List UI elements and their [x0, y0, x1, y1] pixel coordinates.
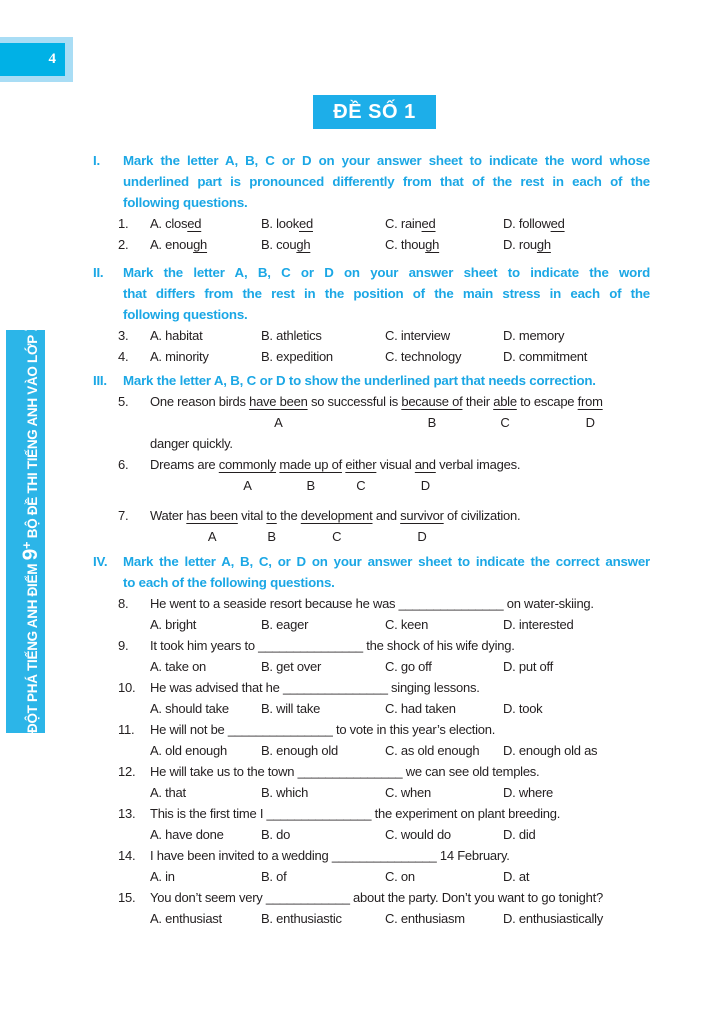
section-III: [93, 370, 650, 547]
question-row: [93, 803, 650, 824]
section-IV: [93, 551, 650, 929]
underlined-segment: to B: [266, 505, 276, 526]
question-options-row: [93, 698, 650, 719]
correction-sentence: Water has been A vital to B the development C and survivor D of civilization.: [150, 505, 650, 547]
option: C. technology: [385, 349, 462, 364]
options-row-spacer: [93, 824, 150, 845]
section-numeral: I.: [93, 153, 100, 168]
underlined-segment: have been A: [249, 391, 307, 412]
section-I: [93, 150, 650, 255]
option: C. would do: [385, 827, 451, 842]
option: C. rained: [385, 216, 436, 231]
section-heading-line: underlined part is pronounced differently from that of the rest in each of the: [123, 174, 650, 189]
option: C. when: [385, 785, 431, 800]
section-heading-line: that differs from the rest in the position of the main stress in each of the: [123, 286, 650, 301]
option: C. keen: [385, 617, 429, 632]
underlined-segment: able C: [493, 391, 517, 412]
correction-sentence: One reason birds have been A so successful is because of B their able C to escape from D: [150, 391, 650, 433]
question-text: He will take us to the town _______________ we can see old temples.: [150, 764, 540, 779]
underlined-segment: from D: [578, 391, 603, 412]
segment-label: A: [243, 478, 252, 493]
correction-sentence: Dreams are commonly A made up of B either C visual and D verbal images.: [150, 454, 650, 496]
question-number: 14.: [118, 848, 136, 863]
option-underlined-part: ed: [299, 216, 313, 231]
options-row-spacer: [93, 740, 150, 761]
question-options-row: [93, 656, 650, 677]
option: A. old enough: [150, 743, 227, 758]
option: B. eager: [261, 617, 309, 632]
option: D. commitment: [503, 349, 588, 364]
question-body: [150, 505, 650, 547]
question-number: 13.: [118, 806, 136, 821]
option: A. bright: [150, 617, 197, 632]
option: D. enough old as: [503, 743, 598, 758]
option: A. enough: [150, 237, 208, 252]
question-row: [93, 346, 650, 367]
sidebar-banner-text: [7, 309, 46, 733]
options-row-spacer: [93, 782, 150, 803]
question-row: [93, 213, 650, 234]
option: D. took: [503, 701, 543, 716]
underlined-segment: development C: [301, 505, 373, 526]
question-row: [93, 234, 650, 255]
question-options-row: [93, 824, 650, 845]
option: C. go off: [385, 659, 432, 674]
option: D. followed: [503, 216, 565, 231]
underlined-segment: and D: [415, 454, 436, 475]
sidebar-banner-part: BỘ ĐỀ THI TIẾNG ANH VÀO LỚP: [25, 331, 40, 542]
underlined-segment: has been A: [186, 505, 238, 526]
question-body: [150, 391, 650, 454]
segment-label: B: [306, 478, 315, 493]
option: A. take on: [150, 659, 207, 674]
option: D. did: [503, 827, 536, 842]
option: A. in: [150, 869, 175, 884]
option: B. will take: [261, 701, 321, 716]
options-row-spacer: [93, 698, 150, 719]
option: C. interview: [385, 328, 450, 343]
question-number: 7.: [118, 508, 129, 523]
sidebar-banner-part: ĐỘT PHÁ TIẾNG ANH ĐIỂM: [25, 560, 40, 733]
option: C. on: [385, 869, 415, 884]
question-row: [93, 845, 650, 866]
option-underlined-part: gh: [193, 237, 208, 252]
sidebar-banner: [6, 309, 45, 733]
question-body: [150, 454, 650, 496]
exam-body: [93, 150, 650, 929]
option: A. enthusiast: [150, 911, 222, 926]
option: D. at: [503, 869, 530, 884]
question-text: I have been invited to a wedding _______________ 14 February.: [150, 848, 510, 863]
option-underlined-part: gh: [425, 237, 440, 252]
section-heading-line: Mark the letter A, B, C or D on your answer sheet to indicate the word: [123, 265, 650, 280]
question-number: 2.: [118, 237, 129, 252]
section-heading: [123, 262, 650, 325]
option: B. of: [261, 869, 287, 884]
segment-label: D: [420, 478, 430, 493]
option-underlined-part: ed: [550, 216, 565, 231]
underlined-segment: survivor D: [400, 505, 444, 526]
page-number-badge: [0, 37, 73, 82]
question-row: [93, 454, 650, 496]
option: B. do: [261, 827, 291, 842]
option: C. enthusiasm: [385, 911, 465, 926]
question-number: 5.: [118, 394, 129, 409]
question-options-row: [93, 908, 650, 929]
segment-label: C: [332, 529, 342, 544]
option: A. minority: [150, 349, 209, 364]
underlined-segment: either C: [345, 454, 376, 475]
question-text: It took him years to _______________ the shock of his wife dying.: [150, 638, 515, 653]
question-row: [93, 719, 650, 740]
question-row: [93, 391, 650, 454]
option: D. enthusiastically: [503, 911, 604, 926]
options-row-spacer: [93, 656, 150, 677]
question-number: 3.: [118, 328, 129, 343]
underlined-segment: made up of B: [279, 454, 342, 475]
option: C. had taken: [385, 701, 456, 716]
question-number: 11.: [118, 722, 135, 737]
sentence-continuation: danger quickly.: [150, 436, 233, 451]
question-number: 9.: [118, 638, 129, 653]
section-II: [93, 262, 650, 367]
option: C. though: [385, 237, 440, 252]
option: A. habitat: [150, 328, 203, 343]
question-text: He will not be _______________ to vote in this year’s election.: [150, 722, 496, 737]
section-heading-line: Mark the letter A, B, C or D to show the underlined part that needs correction.: [123, 373, 596, 388]
section-heading-line: following questions.: [123, 195, 248, 210]
segment-label: A: [274, 415, 283, 430]
options-row-spacer: [93, 614, 150, 635]
segment-label: C: [500, 415, 510, 430]
segment-label: D: [417, 529, 427, 544]
question-number: 4.: [118, 349, 129, 364]
option: B. get over: [261, 659, 322, 674]
question-text: He was advised that he _______________ singing lessons.: [150, 680, 480, 695]
section-heading-line: to each of the following questions.: [123, 575, 335, 590]
option: B. athletics: [261, 328, 322, 343]
question-number: 1.: [118, 216, 129, 231]
option: A. that: [150, 785, 186, 800]
section-heading-line: following questions.: [123, 307, 248, 322]
question-number: 8.: [118, 596, 129, 611]
question-row: [93, 761, 650, 782]
sidebar-banner-part: 10: [19, 309, 42, 332]
question-number: 12.: [118, 764, 136, 779]
section-heading: [123, 150, 650, 213]
option-underlined-part: ed: [187, 216, 202, 231]
option: B. enough old: [261, 743, 338, 758]
option: D. where: [503, 785, 554, 800]
exam-title: ĐỀ SỐ 1: [313, 95, 436, 129]
question-number: 10.: [118, 680, 136, 695]
segment-label: C: [356, 478, 366, 493]
option: C. as old enough: [385, 743, 480, 758]
section-heading-line: Mark the letter A, B, C or D on your answer sheet to indicate the word whose: [123, 153, 650, 168]
sidebar-banner-part: +: [19, 541, 34, 549]
options-row-spacer: [93, 866, 150, 887]
option-underlined-part: gh: [536, 237, 551, 252]
question-row: [93, 887, 650, 908]
question-row: [93, 635, 650, 656]
question-text: You don’t seem very ____________ about the party. Don’t you want to go tonight?: [150, 890, 603, 905]
question-row: [93, 325, 650, 346]
question-text: This is the first time I _______________ the experiment on plant breeding.: [150, 806, 561, 821]
question-options-row: [93, 782, 650, 803]
segment-label: D: [585, 415, 595, 430]
option: D. memory: [503, 328, 565, 343]
question-row: [93, 505, 650, 547]
option: B. cough: [261, 237, 311, 252]
sidebar-banner-part: 9: [19, 549, 42, 561]
question-row: [93, 677, 650, 698]
options-row-spacer: [93, 908, 150, 929]
segment-label: B: [427, 415, 437, 430]
question-number: 15.: [118, 890, 136, 905]
section-heading-line: Mark the letter A, B, C, or D on your answer sheet to indicate the correct answer: [123, 554, 650, 569]
section-numeral: II.: [93, 265, 104, 280]
section-heading: [123, 551, 650, 593]
section-numeral: III.: [93, 373, 107, 388]
option: D. interested: [503, 617, 574, 632]
section-numeral: IV.: [93, 554, 108, 569]
question-row: [93, 593, 650, 614]
question-number: 6.: [118, 457, 129, 472]
option-underlined-part: ed: [421, 216, 436, 231]
option: A. should take: [150, 701, 229, 716]
option: D. rough: [503, 237, 551, 252]
option-underlined-part: gh: [296, 237, 311, 252]
option: B. expedition: [261, 349, 333, 364]
option: B. enthusiastic: [261, 911, 342, 926]
option: A. have done: [150, 827, 224, 842]
underlined-segment: because of B: [401, 391, 462, 412]
option: D. put off: [503, 659, 554, 674]
segment-label: A: [207, 529, 217, 544]
question-options-row: [93, 866, 650, 887]
question-options-row: [93, 614, 650, 635]
option: B. which: [261, 785, 309, 800]
question-options-row: [93, 740, 650, 761]
page-number: 4: [0, 43, 65, 76]
section-heading: [123, 370, 650, 391]
option: A. closed: [150, 216, 202, 231]
underlined-segment: commonly A: [219, 454, 276, 475]
question-text: He went to a seaside resort because he was _______________ on water-skiing.: [150, 596, 594, 611]
option: B. looked: [261, 216, 313, 231]
segment-label: B: [267, 529, 276, 544]
